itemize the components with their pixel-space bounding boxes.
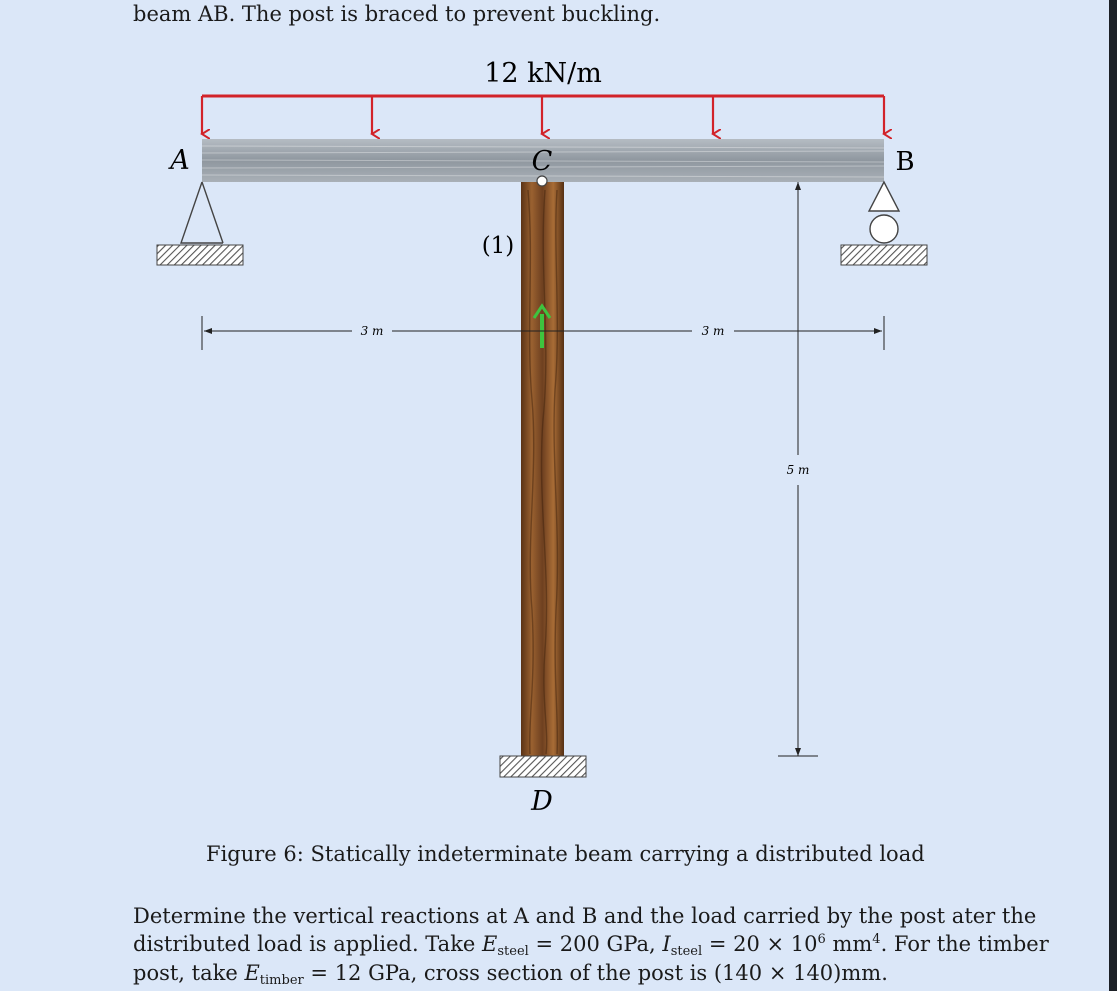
label-c: C [531, 146, 553, 177]
dim-height-label: 5 m [786, 463, 810, 477]
member-label: (1) [481, 233, 515, 259]
pin-support-a [157, 182, 243, 265]
dim-left-label: 3 m [360, 324, 384, 338]
timber-post [521, 182, 564, 756]
problem-line-2: distributed load is applied. Take $E_{steel} = 200$ GPa, $I_{steel} = 20 \times 10^6$ $mm^4$. For the timber [133, 932, 1049, 959]
problem-line-3: post, take $E_{timber} = 12$ GPa, cross section of the post is (140 × 140)mm. [133, 961, 888, 988]
label-a: A [170, 145, 190, 176]
label-d: D [531, 786, 553, 817]
distributed-load [202, 96, 884, 134]
hinge-c [537, 176, 547, 186]
fixed-support-d [500, 756, 586, 777]
intro-text: beam AB. The post is braced to prevent buckling. [133, 2, 661, 26]
roller-support-b [841, 182, 927, 265]
problem-line-1: Determine the vertical reactions at A and B and the load carried by the post ater the [133, 904, 1037, 928]
window-edge [1109, 0, 1117, 991]
label-b: B [895, 147, 915, 177]
dim-right-label: 3 m [701, 324, 725, 338]
load-label: 12 kN/m [484, 58, 602, 89]
figure-caption: Figure 6: Statically indeterminate beam carrying a distributed load [206, 842, 925, 866]
